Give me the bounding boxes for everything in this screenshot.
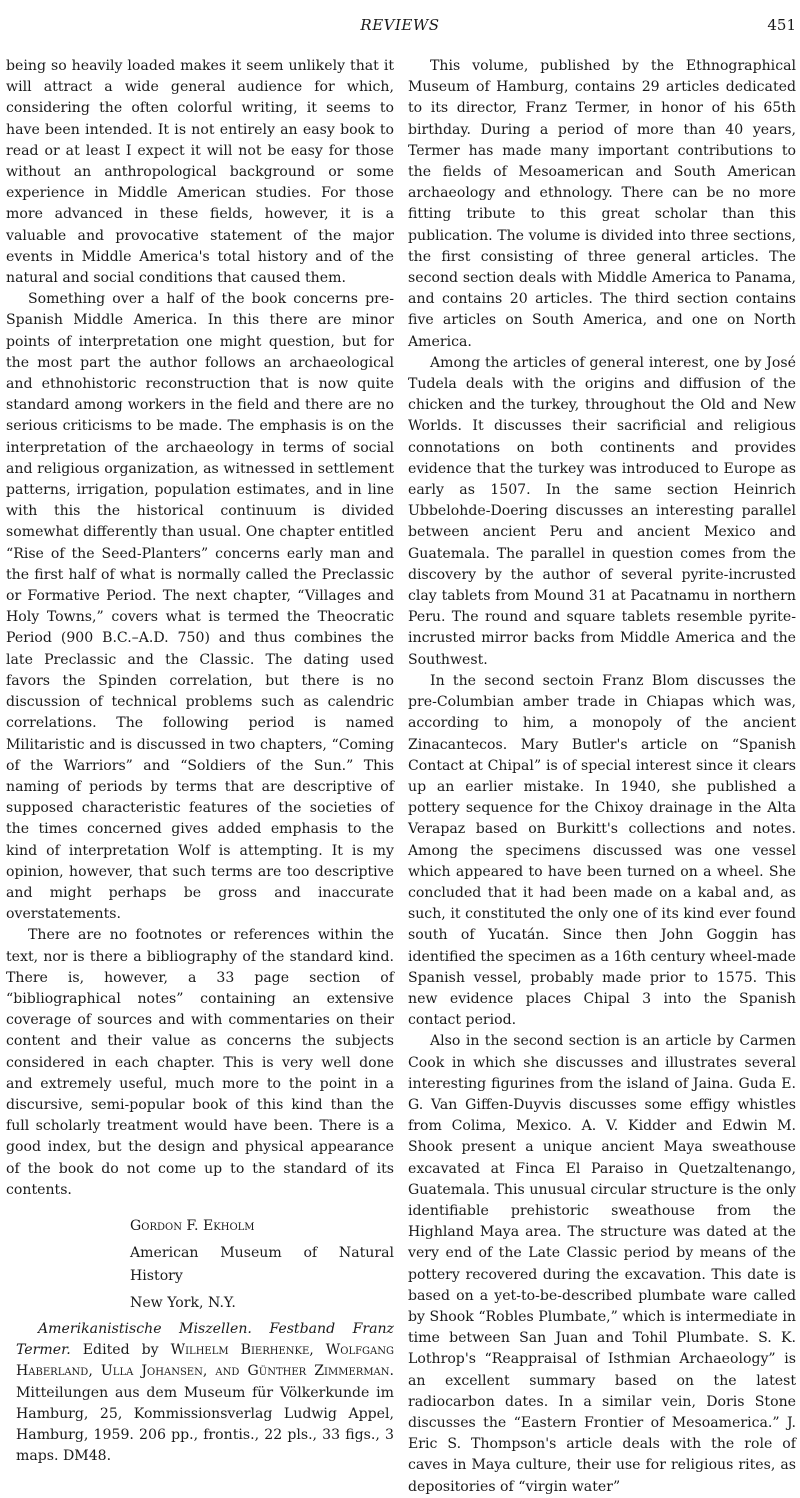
page-number: 451: [767, 16, 796, 34]
reviewer-location: New York, N.Y.: [130, 1294, 236, 1311]
book-citation: [6, 1319, 394, 1467]
book-editors: Ulla Johansen, and Günther Zimmerman.: [100, 1363, 395, 1380]
running-title: REVIEWS: [360, 16, 440, 34]
book-title: Amerikanistische Miszellen. Festband Franz Termer.: [16, 1320, 394, 1359]
right-column: [408, 56, 796, 1498]
paragraph: There are no footnotes or references within the text, nor is there a bibliography of the standard kind. There is, however, a 33 page section of “bibliographical notes” containing an extensive coverage of sources and with commentaries on their content and their value as concerns the subjects considered in each chapter. This is very well done and extremely useful, much more to the point in a discursive, semi-popular book of this kind than the full scholarly treatment would have been. There is a good index, but the design and physical appearance of the book do not come up to the standard of its contents.: [6, 927, 394, 1198]
paragraph: In the second sectoin Franz Blom discusses the pre-Columbian amber trade in Chiapas which was, according to him, a monopoly of the ancient Zinacantecos. Mary Butler's article on “Spanish Contact at Chipal” is of special interest since it clears up an earlier mistake. In 1940, she published a pottery sequence for the Chixoy drainage in the Alta Verapaz based on Burkitt's collections and notes. Among the specimens discussed was one vessel which appeared to have been turned on a wheel. She concluded that it had been made on a kabal and, as such, it constituted the only one of its kind ever found south of Yucatán. Since then John Goggin has identified the specimen as a 16th century wheel-made Spanish vessel, probably made prior to 1575. This new evidence places Chipal 3 into the Spanish contact period.: [408, 672, 796, 1029]
paragraph: Among the articles of general interest, one by José Tudela deals with the origins and diffusion of the chicken and the turkey, throughout the Old and New Worlds. It discusses their sacrificial and religious connotations on both continents and provides evidence that the turkey was introduced to Europe as early as 1507. In the same section Heinrich Ubbelohde-Doering discusses an interesting parallel between ancient Peru and ancient Mexico and Guatemala. The parallel in question comes from the discovery by the author of several pyrite-incrusted clay tablets from Mound 31 at Pacatnamu in northern Peru. The round and square tablets resemble pyrite-incrusted mirror backs from Middle America and the Southwest.: [408, 354, 796, 668]
reviewer-name: Gordon F. Ekholm: [130, 1217, 255, 1234]
paragraph: Something over a half of the book concerns pre-Spanish Middle America. In this there are minor points of interpretation one might question, but for the most part the author follows an archaeological and ethnohistoric reconstruction that is now quite standard among workers in the field and there are no serious criticisms to be made. The emphasis is on the interpretation of the archaeology in terms of social and religious organization, as witnessed in settlement patterns, irrigation, population estimates, and in line with this the historical continuum is divided somewhat differently than usual. One chapter entitled “Rise of the Seed-Planters” concerns early man and the first half of what is normally called the Preclassic or Formative Period. The next chapter, “Villages and Holy Towns,” covers what is termed the Theocratic Period (900 B.C.–A.D. 750) and thus combines the late Preclassic and the Classic. The dating used favors the Spinden correlation, but there is no discussion of technical problems such as calendric correlations. The following period is named Militaristic and is discussed in two chapters, “Coming of the Warriors” and “Soldiers of the Sun.” This naming of periods by terms that are descriptive of supposed characteristic features of the societies of the times concerned gives added emphasis to the kind of interpretation Wolf is attempting. It is my opinion, however, that such terms are too descriptive and might perhaps be gross and inaccurate overstatements.: [6, 291, 394, 923]
book-editors: Wilhelm Bierhenke, Wolfgang Haberland,: [16, 1342, 394, 1380]
paragraph: This volume, published by the Ethnographical Museum of Hamburg, contains 29 articles dedicated to its director, Franz Termer, in honor of his 65th birthday. During a period of more than 40 years, Termer has made many important contributions to the fields of Mesoamerican and South American archaeology and ethnology. There can be no more fitting tribute to this great scholar than this publication. The volume is divided into three sections, the first consisting of three general articles. The second section deals with Middle America to Panama, and contains 20 articles. The third section contains five articles on South America, and one on North America.: [408, 58, 796, 350]
left-column: [6, 56, 394, 1467]
paragraph: being so heavily loaded makes it seem unlikely that it will attract a wide general audience for which, considering the often colorful writing, it seems to have been intended. It is not entirely an easy book to read or at least I expect it will not be easy for those without an anthropological background or some experience in Middle American studies. For those more advanced in these fields, however, it is a valuable and provocative statement of the major events in Middle America's total history and of the natural and social conditions that caused them.: [6, 58, 394, 287]
paragraph: Also in the second section is an article by Carmen Cook in which she discusses and illustrates several interesting figurines from the island of Jaina. Guda E. G. Van Giffen-Duyvis discusses some effigy whistles from Colima, Mexico. A. V. Kidder and Edwin M. Shook present a unique ancient Maya sweathouse excavated at Finca El Paraiso in Quetzaltenango, Guatemala. This unusual circular structure is the only identifiable prehistoric sweathouse from the Highland Maya area. The structure was dated at the very end of the Late Classic period by means of the pottery recovered during the excavation. This date is based on a yet-to-be-described plumbate ware called by Shook “Robles Plumbate,” which is intermediate in time between San Juan and Tohil Plumbate. S. K. Lothrop's “Reappraisal of Isthmian Archaeology” is an excellent summary based on the latest radiocarbon dates. In a similar vein, Doris Stone discusses the “Eastern Frontier of Mesoamerica.” J. Eric S. Thompson's article deals with the role of caves in Maya culture, their use for religious rites, as depositories of “virgin water”: [408, 1033, 796, 1495]
book-details-suffix: Mitteilungen aus dem Museum für Völkerkunde im Hamburg, 25, Kommissionsverlag Ludwig Appel, Hamburg, 1959. 206 pp., frontis., 22 pls., 33 figs., 3 maps. DM48.: [16, 1384, 394, 1465]
reviewer-signature: [130, 1215, 394, 1315]
running-head: [0, 16, 800, 40]
book-details-prefix: Edited by: [70, 1342, 171, 1359]
reviewer-institution: American Museum of Natural History: [130, 1244, 394, 1284]
